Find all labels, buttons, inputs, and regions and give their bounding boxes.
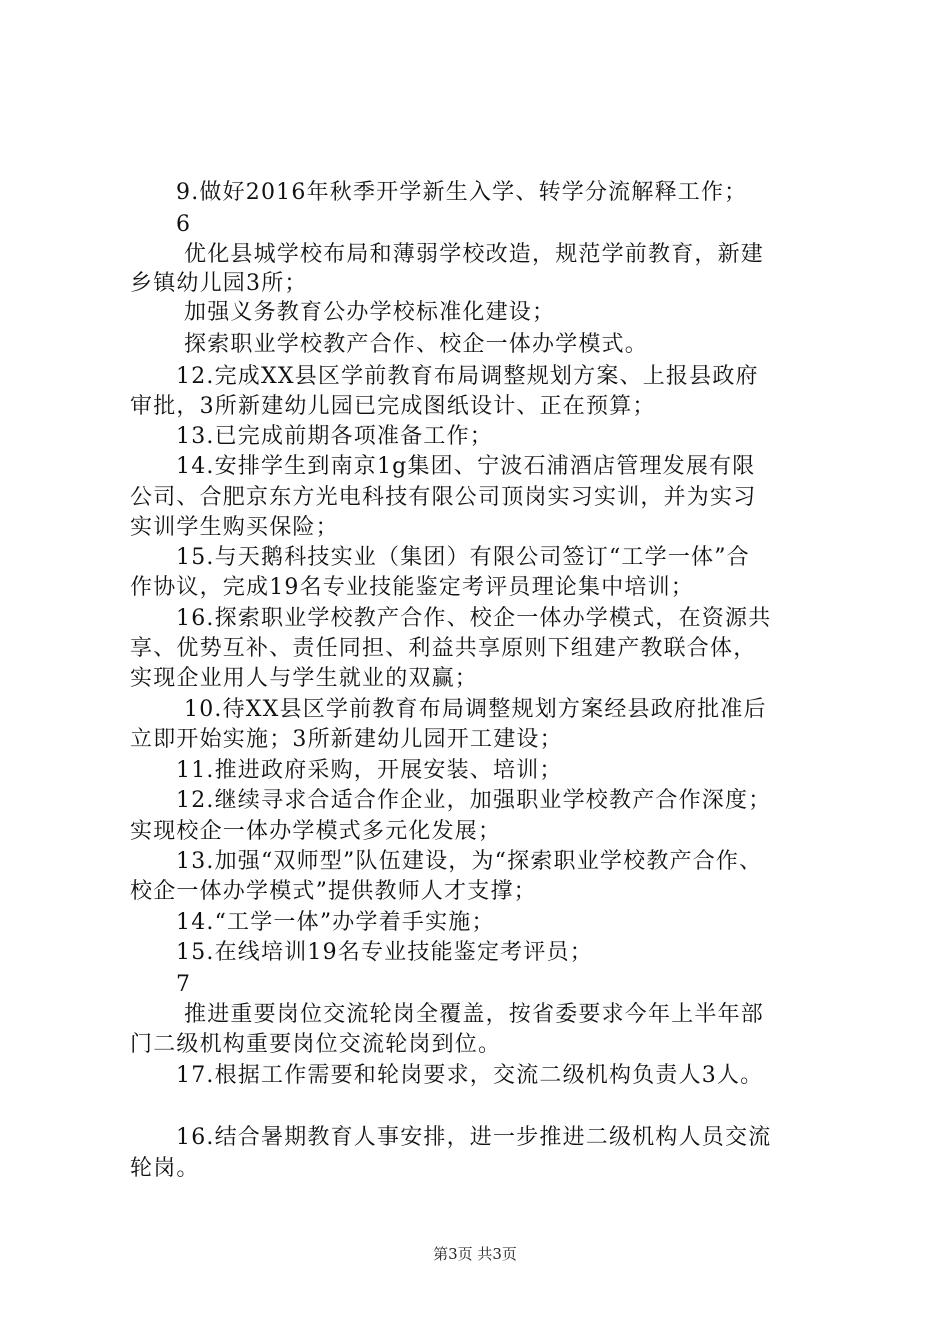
text-line: 实现企业用人与学生就业的双赢； (130, 666, 479, 691)
text-line: 探索职业学校教产合作、校企一体办学模式。 (184, 332, 649, 357)
text-line: 11.推进政府采购，开展安装、培训； (176, 758, 563, 783)
text-line: 加强义务教育公办学校标准化建设； (184, 300, 556, 325)
text-line: 门二级机构重要岗位交流轮岗到位。 (130, 1032, 502, 1057)
text-line: 校企一体办学模式”提供教师人才支撑； (130, 879, 537, 904)
text-line: 15.与天鹅科技实业（集团）有限公司签订“工学一体”合 (176, 545, 750, 570)
text-line: 12.完成XX县区学前教育布局调整规划方案、上报县政府 (176, 364, 759, 389)
text-line: 实现校企一体办学模式多元化发展； (130, 819, 502, 844)
text-line: 9.做好2016年秋季开学新生入学、转学分流解释工作； (176, 180, 748, 205)
text-line: 16.探索职业学校教产合作、校企一体办学模式，在资源共 (176, 606, 772, 631)
text-line: 17.根据工作需要和轮岗要求，交流二级机构负责人3人。 (176, 1063, 764, 1088)
text-line: 10.待XX县区学前教育布局调整规划方案经县政府批准后 (184, 697, 767, 722)
text-line: 公司、合肥京东方光电科技有限公司顶岗实习实训，并为实习 (130, 485, 757, 510)
text-line: 16.结合暑期教育人事安排，进一步推进二级机构人员交流 (176, 1125, 772, 1150)
page-footer: 第3页 共3页 (433, 1245, 517, 1263)
text-line: 实训学生购买保险； (130, 515, 339, 540)
text-line: 15.在线培训19名专业技能鉴定考评员； (176, 940, 593, 965)
text-line: 13.加强“双师型”队伍建设，为“探索职业学校教产合作、 (176, 849, 763, 874)
text-line: 作协议，完成19名专业技能鉴定考评员理论集中培训； (130, 575, 694, 600)
text-line: 轮岗。 (130, 1156, 200, 1181)
section-number: 6 (176, 212, 192, 237)
text-line: 优化县城学校布局和薄弱学校改造，规范学前教育，新建 (184, 242, 765, 267)
text-line: 14.“工学一体”办学着手实施； (176, 910, 495, 935)
text-line: 12.继续寻求合适合作企业，加强职业学校教产合作深度； (176, 788, 772, 813)
text-line: 享、优势互补、责任同担、利益共享原则下组建产教联合体， (130, 636, 757, 661)
text-line: 推进重要岗位交流轮岗全覆盖，按省委要求今年上半年部 (184, 1002, 765, 1027)
text-line: 乡镇幼儿园3所； (130, 271, 308, 296)
text-line: 立即开始实施；3所新建幼儿园开工建设； (130, 727, 563, 752)
text-line: 13.已完成前期各项准备工作； (176, 424, 493, 449)
section-number: 7 (176, 972, 192, 997)
text-line: 14.安排学生到南京1g集团、宁波石浦酒店管理发展有限 (176, 454, 756, 479)
text-line: 审批，3所新建幼儿园已完成图纸设计、正在预算； (130, 394, 656, 419)
